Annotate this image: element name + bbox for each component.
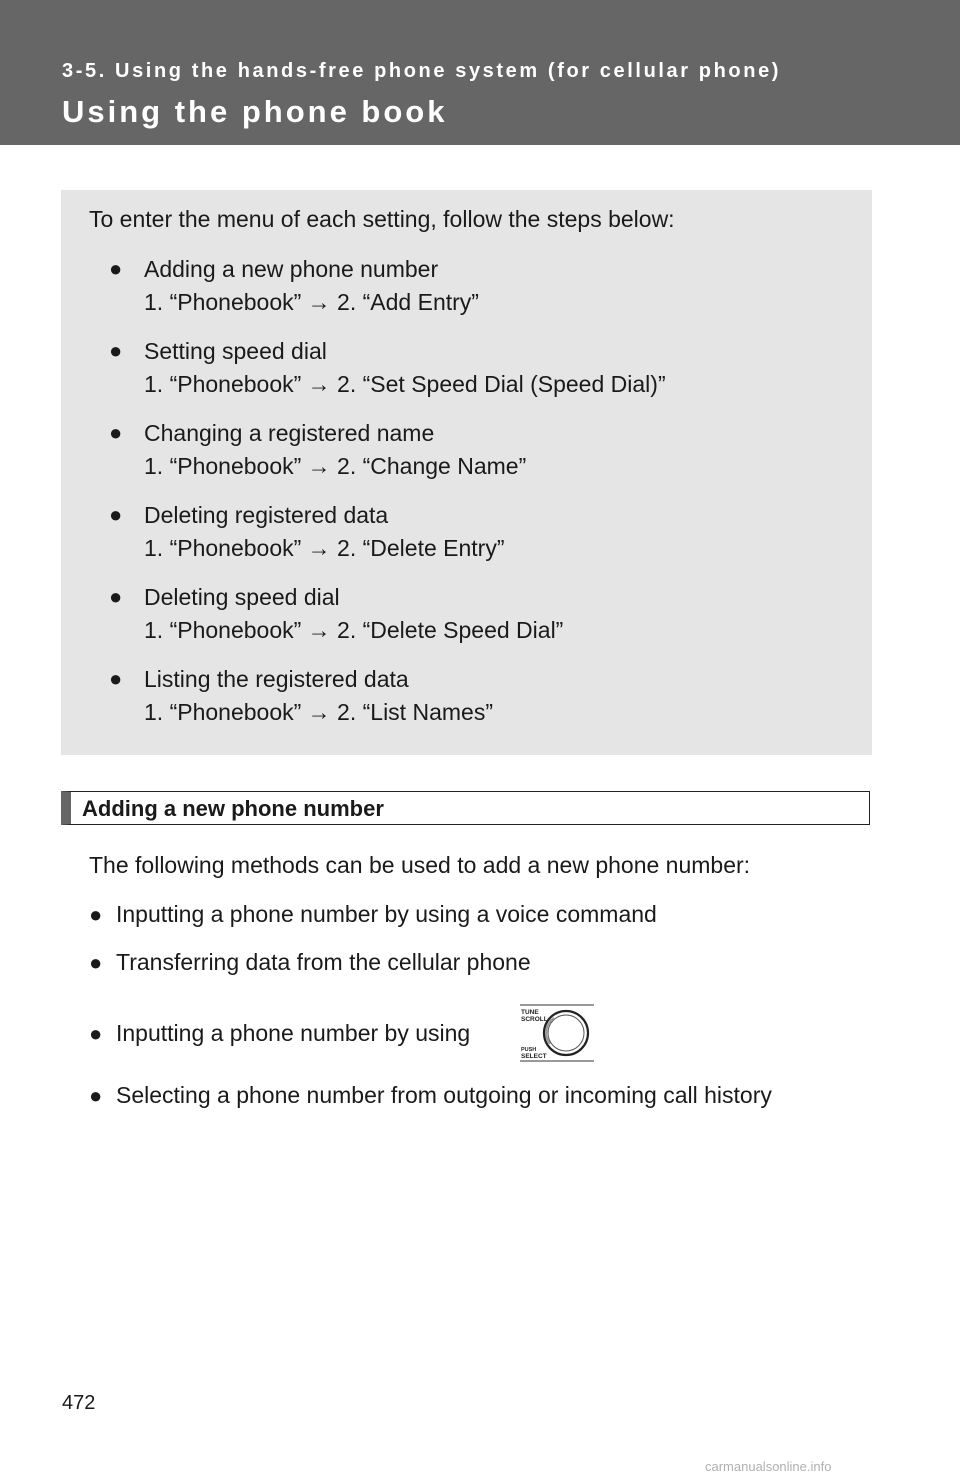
method-item bbox=[89, 901, 657, 928]
menu-item-steps: 1. “Phonebook” → 2. “Add Entry” bbox=[144, 289, 479, 315]
page-header bbox=[0, 0, 960, 145]
page-title: Using the phone book bbox=[62, 94, 448, 129]
menu-item-steps: 1. “Phonebook” → 2. “Set Speed Dial (Speed Dial)” bbox=[144, 371, 666, 397]
method-item bbox=[89, 1082, 772, 1109]
menu-item-steps: 1. “Phonebook” → 2. “Delete Entry” bbox=[144, 535, 505, 561]
knob-label-select: SELECT bbox=[521, 1053, 547, 1060]
section-intro: The following methods can be used to add a new phone number: bbox=[89, 852, 751, 878]
menu-item-label: Listing the registered data bbox=[144, 666, 409, 692]
menu-item-steps: 1. “Phonebook” → 2. “Change Name” bbox=[144, 453, 527, 479]
knob-label-scroll: SCROLL bbox=[521, 1016, 548, 1023]
knob-label-tune: TUNE bbox=[521, 1009, 539, 1016]
menu-item-label: Changing a registered name bbox=[144, 420, 435, 446]
bullet-icon: ● bbox=[89, 1083, 103, 1108]
tune-scroll-knob-icon bbox=[520, 1004, 596, 1062]
method-text: Inputting a phone number by using a voice command bbox=[116, 901, 657, 927]
bullet-icon: ● bbox=[109, 502, 123, 527]
menu-item-label: Setting speed dial bbox=[144, 338, 327, 364]
knob-label-push: PUSH bbox=[521, 1047, 537, 1053]
bullet-icon: ● bbox=[109, 420, 123, 445]
section-heading-text: Adding a new phone number bbox=[82, 796, 384, 821]
section-heading bbox=[61, 791, 870, 825]
method-text: Selecting a phone number from outgoing or incoming call history bbox=[116, 1082, 772, 1108]
method-item bbox=[89, 949, 531, 976]
menu-item-steps: 1. “Phonebook” → 2. “Delete Speed Dial” bbox=[144, 617, 564, 643]
page-number: 472 bbox=[62, 1392, 96, 1414]
method-text: Transferring data from the cellular phone bbox=[116, 949, 531, 975]
menu-item-label: Adding a new phone number bbox=[144, 256, 439, 282]
bullet-icon: ● bbox=[109, 256, 123, 281]
bullet-icon: ● bbox=[109, 338, 123, 363]
menu-steps-intro: To enter the menu of each setting, follow the steps below: bbox=[89, 206, 675, 232]
bullet-icon: ● bbox=[109, 666, 123, 691]
method-item bbox=[89, 1020, 470, 1047]
watermark: carmanualsonline.info bbox=[705, 1459, 832, 1474]
method-text: Inputting a phone number by using bbox=[116, 1020, 471, 1046]
menu-item-label: Deleting speed dial bbox=[144, 584, 340, 610]
menu-item-steps: 1. “Phonebook” → 2. “List Names” bbox=[144, 699, 493, 725]
bullet-icon: ● bbox=[89, 1021, 103, 1046]
section-label: 3-5. Using the hands-free phone system (for cellular phone) bbox=[62, 60, 782, 82]
bullet-icon: ● bbox=[89, 950, 103, 975]
bullet-icon: ● bbox=[89, 902, 103, 927]
menu-item-label: Deleting registered data bbox=[144, 502, 389, 528]
menu-steps-box bbox=[61, 190, 872, 755]
bullet-icon: ● bbox=[109, 584, 123, 609]
